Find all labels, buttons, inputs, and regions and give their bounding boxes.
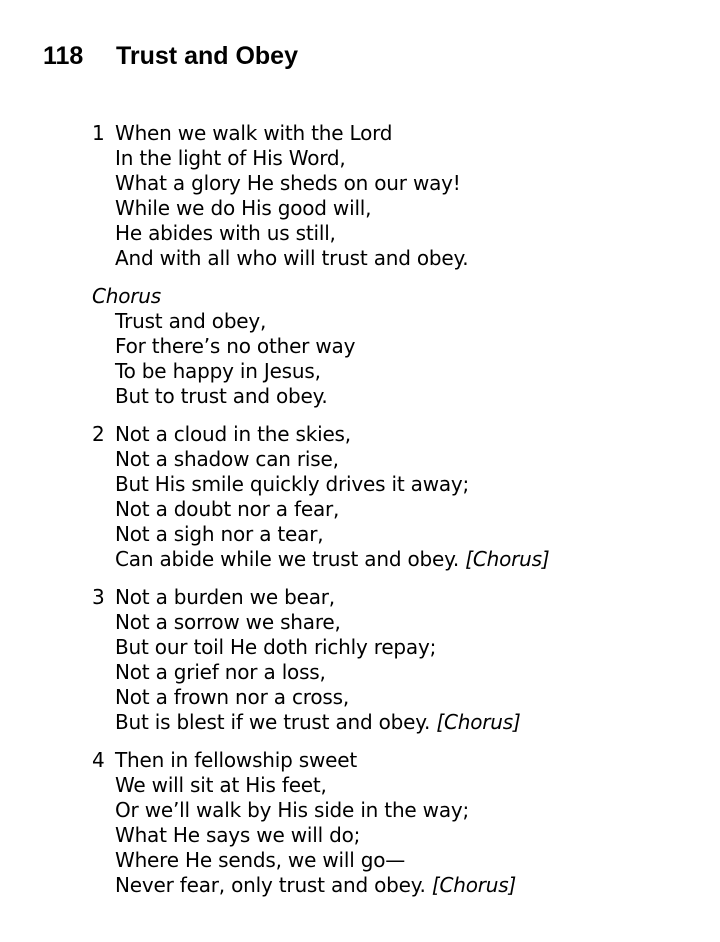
verse-line bbox=[92, 748, 549, 773]
verse-line-text: Can abide while we trust and obey. bbox=[115, 547, 460, 571]
chorus-line: To be happy in Jesus, bbox=[115, 359, 321, 383]
verse-line: Not a doubt nor a fear, bbox=[115, 497, 340, 521]
verse-line-text: When we walk with the Lord bbox=[115, 121, 393, 145]
verse-line-text: Then in fellowship sweet bbox=[115, 748, 358, 772]
verse-4 bbox=[92, 748, 549, 898]
verse-line-text: Not a burden we bear, bbox=[115, 585, 335, 609]
verse-3 bbox=[92, 585, 549, 735]
hymn-title-heading bbox=[43, 40, 298, 72]
hymn-body bbox=[92, 121, 549, 911]
chorus-reference: [Chorus] bbox=[465, 547, 550, 571]
verse-line: But our toil He doth richly repay; bbox=[115, 635, 437, 659]
verse-line bbox=[92, 547, 549, 572]
chorus-line: Trust and obey, bbox=[115, 309, 267, 333]
verse-number: 2 bbox=[92, 422, 105, 446]
verse-1 bbox=[92, 121, 549, 271]
verse-line: Not a shadow can rise, bbox=[115, 447, 339, 471]
chorus bbox=[92, 284, 549, 409]
verse-number: 1 bbox=[92, 121, 105, 145]
verse-2 bbox=[92, 422, 549, 572]
verse-number: 3 bbox=[92, 585, 105, 609]
verse-line: Not a frown nor a cross, bbox=[115, 685, 349, 709]
verse-number: 4 bbox=[92, 748, 105, 772]
verse-line bbox=[92, 710, 549, 735]
verse-line bbox=[92, 585, 549, 610]
verse-line: And with all who will trust and obey. bbox=[115, 246, 469, 270]
verse-line: Where He sends, we will go— bbox=[115, 848, 406, 872]
verse-line: Not a sigh nor a tear, bbox=[115, 522, 324, 546]
verse-line: In the light of His Word, bbox=[115, 146, 346, 170]
verse-line: He abides with us still, bbox=[115, 221, 336, 245]
verse-line-text: Not a cloud in the skies, bbox=[115, 422, 351, 446]
verse-line bbox=[92, 422, 549, 447]
chorus-reference: [Chorus] bbox=[431, 873, 517, 897]
verse-line: Not a sorrow we share, bbox=[115, 610, 341, 634]
verse-line: What a glory He sheds on our way! bbox=[115, 171, 461, 195]
verse-line: While we do His good will, bbox=[115, 196, 372, 220]
chorus-line: But to trust and obey. bbox=[115, 384, 328, 408]
verse-line: Or we’ll walk by His side in the way; bbox=[115, 798, 470, 822]
verse-line: We will sit at His feet, bbox=[115, 773, 327, 797]
verse-line bbox=[92, 121, 549, 146]
verse-line-text: But is blest if we trust and obey. bbox=[115, 710, 431, 734]
verse-line: But His smile quickly drives it away; bbox=[115, 472, 470, 496]
chorus-reference: [Chorus] bbox=[436, 710, 521, 734]
hymn-title: Trust and Obey bbox=[116, 42, 298, 70]
verse-line: What He says we will do; bbox=[115, 823, 361, 847]
verse-line bbox=[92, 873, 549, 898]
chorus-label: Chorus bbox=[92, 284, 161, 308]
verse-line-text: Never fear, only trust and obey. bbox=[115, 873, 426, 897]
hymn-number: 118 bbox=[43, 42, 84, 70]
chorus-line: For there’s no other way bbox=[115, 334, 356, 358]
verse-line: Not a grief nor a loss, bbox=[115, 660, 326, 684]
